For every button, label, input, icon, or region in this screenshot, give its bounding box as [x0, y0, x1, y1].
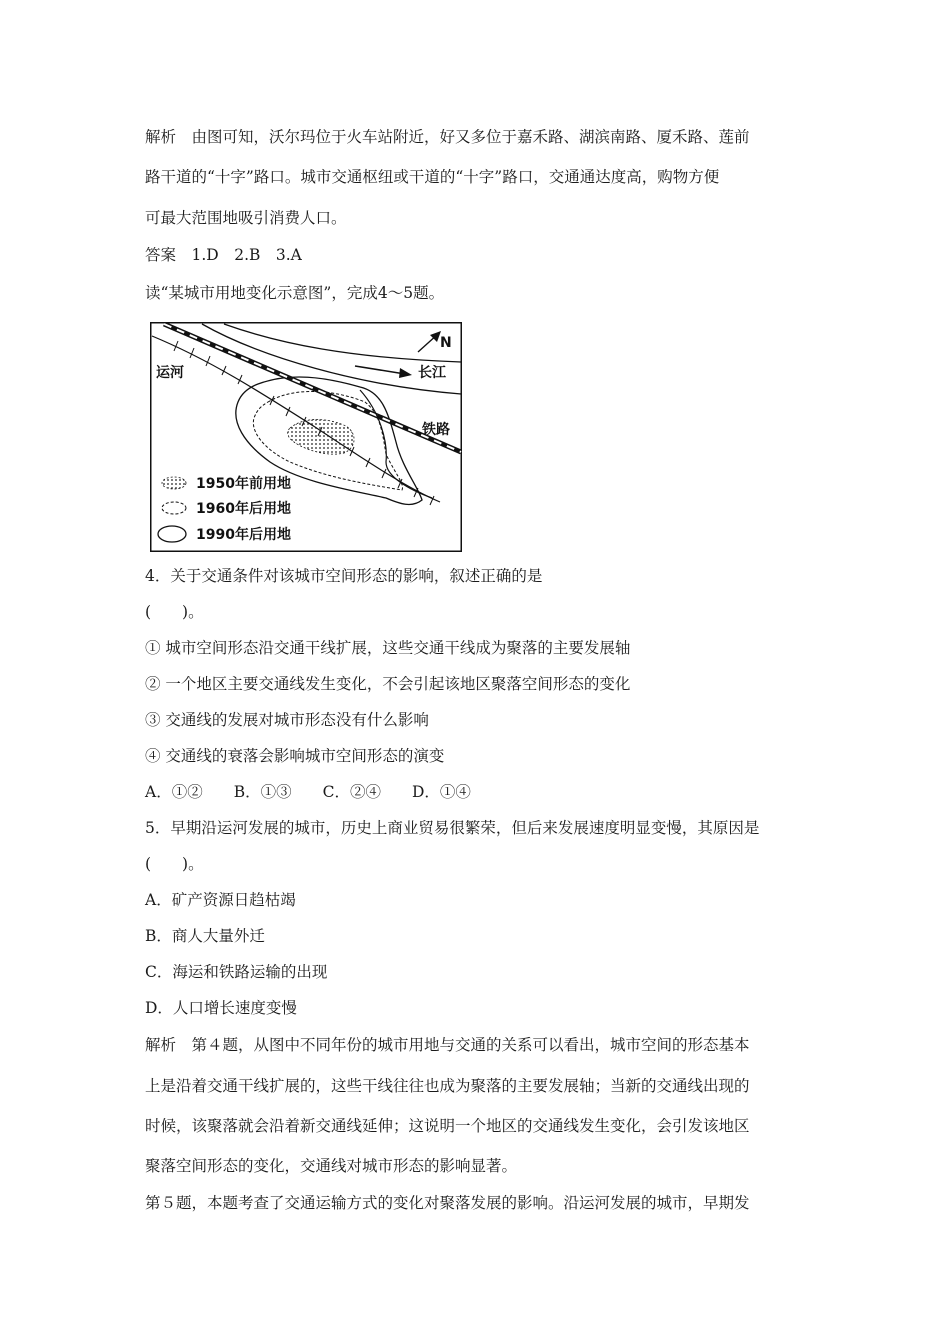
q4-blank: ( )。	[145, 603, 204, 621]
q4-item-4: ④ 交通线的衰落会影响城市空间形态的演变	[145, 747, 445, 765]
analysis-top-line-3: 可最大范围地吸引消费人口。	[145, 209, 347, 227]
q4-item-1: ① 城市空间形态沿交通干线扩展，这些交通干线成为聚落的主要发展轴	[145, 639, 631, 657]
railway-label: 铁路	[422, 422, 450, 438]
q5-option-d: D．人口增长速度变慢	[145, 999, 297, 1017]
q4-item-3: ③ 交通线的发展对城市形态没有什么影响	[145, 711, 429, 729]
question-intro: 读“某城市用地变化示意图”，完成4～5题。	[145, 284, 445, 302]
analysis-top-line-2: 路干道的“十字”路口。城市交通枢纽或干道的“十字”路口，交通通达度高，购物方便	[145, 168, 720, 186]
q5-option-b: B．商人大量外迁	[145, 927, 265, 945]
analysis-bottom-line-2: 上是沿着交通干线扩展的，这些干线往往也成为聚落的主要发展轴；当新的交通线出现的	[145, 1077, 750, 1095]
q4-stem: 4．关于交通条件对该城市空间形态的影响，叙述正确的是	[145, 567, 543, 585]
q5-blank: ( )。	[145, 855, 204, 873]
river-label: 长江	[418, 365, 446, 381]
q5-stem: 5．早期沿运河发展的城市，历史上商业贸易很繁荣，但后来发展速度明显变慢，其原因是	[145, 819, 760, 837]
q5-option-c: C．海运和铁路运输的出现	[145, 963, 328, 981]
analysis-bottom-line-4: 聚落空间形态的变化，交通线对城市形态的影响显著。	[145, 1157, 518, 1175]
answer-line: 答案 1.D 2.B 3.A	[145, 246, 302, 264]
city-land-use-map	[150, 322, 462, 552]
q5-option-a: A．矿产资源日趋枯竭	[145, 891, 296, 909]
q4-options: A．①② B．①③ C．②④ D．①④	[145, 783, 471, 801]
analysis-bottom-line-5: 第５题，本题考查了交通运输方式的变化对聚落发展的影响。沿运河发展的城市，早期发	[145, 1194, 750, 1212]
map-svg	[150, 322, 462, 552]
legend-1950-symbol	[162, 477, 186, 489]
analysis-bottom-line-3: 时候，该聚落就会沿着新交通线延伸；这说明一个地区的交通线发生变化，会引发该地区	[145, 1117, 750, 1135]
q4-item-2: ② 一个地区主要交通线发生变化，不会引起该地区聚落空间形态的变化	[145, 675, 631, 693]
canal-label: 运河	[156, 365, 184, 381]
legend-1950-label: 1950年前用地	[196, 476, 291, 492]
analysis-top-line-1: 解析 由图可知，沃尔玛位于火车站附近，好又多位于嘉禾路、湖滨南路、厦禾路、莲前	[145, 128, 750, 146]
analysis-bottom-line-1: 解析 第４题，从图中不同年份的城市用地与交通的关系可以看出，城市空间的形态基本	[145, 1036, 750, 1054]
legend-1960-label: 1960年后用地	[196, 501, 291, 517]
legend-1990-label: 1990年后用地	[196, 527, 291, 543]
north-label: N	[440, 335, 452, 351]
